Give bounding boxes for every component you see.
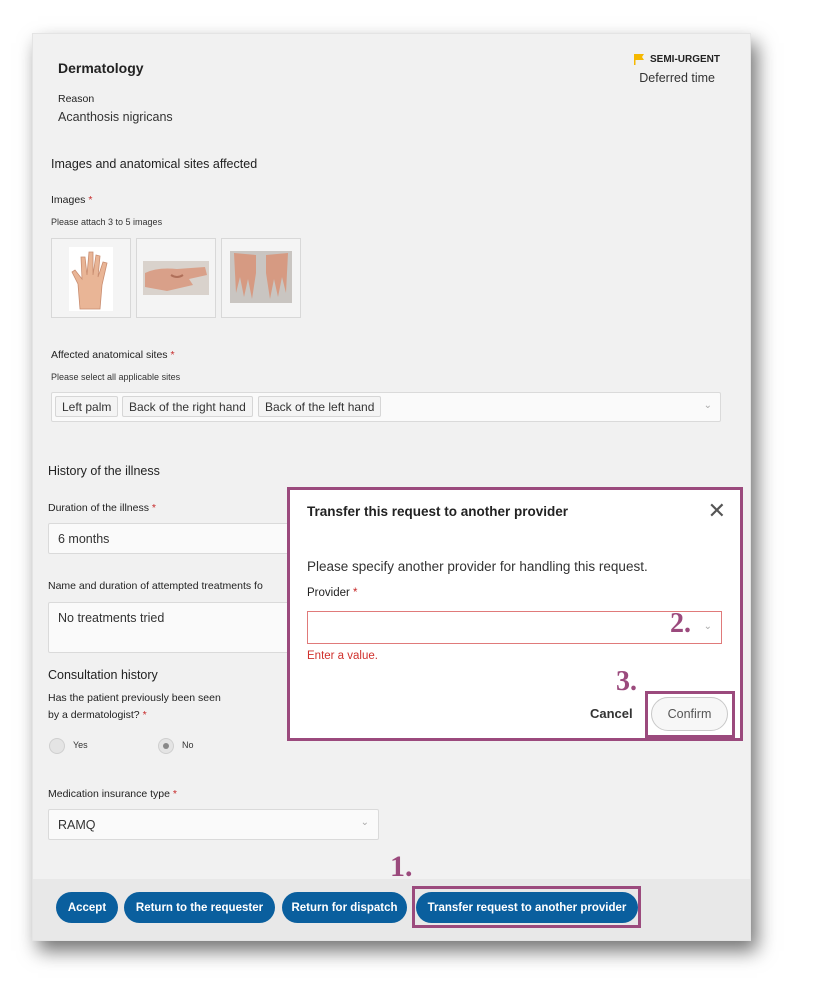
cancel-button[interactable]: Cancel — [590, 706, 633, 721]
required-mark: * — [142, 709, 147, 721]
image-thumbnail-palm[interactable] — [51, 238, 131, 318]
site-chip-back-right-hand[interactable]: Back of the right hand — [122, 396, 253, 417]
images-label — [51, 194, 92, 206]
required-mark: * — [172, 788, 178, 800]
reason-value: Acanthosis nigricans — [58, 110, 173, 124]
radio-no[interactable] — [158, 738, 174, 754]
annotation-box-step1 — [412, 886, 641, 928]
flag-icon — [633, 53, 645, 65]
required-mark: * — [151, 502, 156, 514]
chevron-down-icon[interactable]: ⌄ — [703, 400, 712, 411]
transfer-dialog — [287, 487, 743, 741]
confirm-button[interactable]: Confirm — [651, 697, 728, 731]
required-mark: * — [170, 349, 175, 361]
specialty-title: Dermatology — [58, 60, 144, 76]
dialog-message: Please specify another provider for handling this request. — [307, 559, 648, 574]
priority-badge — [633, 53, 720, 65]
both-hands-photo — [222, 239, 300, 317]
duration-label-text: Duration of the illness — [48, 502, 149, 514]
images-label-text: Images — [51, 194, 86, 206]
hand-palm-photo — [52, 239, 130, 317]
radio-yes[interactable] — [49, 738, 65, 754]
insurance-select[interactable] — [48, 809, 379, 840]
image-thumbnail-back[interactable] — [136, 238, 216, 318]
priority-label: SEMI-URGENT — [650, 53, 720, 65]
chevron-down-icon[interactable]: ⌄ — [703, 621, 712, 632]
images-section-heading: Images and anatomical sites affected — [51, 157, 258, 171]
action-bar — [33, 879, 750, 940]
site-chip-left-palm[interactable]: Left palm — [55, 396, 118, 417]
radio-no-label: No — [182, 740, 194, 750]
hand-back-photo — [137, 239, 215, 317]
history-heading: History of the illness — [48, 464, 160, 478]
duration-label — [48, 502, 156, 514]
site-chip-back-left-hand[interactable]: Back of the left hand — [258, 396, 381, 417]
required-mark: * — [88, 194, 93, 206]
radio-yes-label: Yes — [73, 740, 88, 750]
consultation-question-line2: by a dermatologist? — [48, 709, 140, 721]
duration-field[interactable] — [48, 523, 308, 554]
return-to-requester-button[interactable]: Return to the requester — [124, 892, 275, 923]
provider-label-text: Provider — [307, 587, 350, 599]
annotation-box-step3 — [645, 691, 735, 738]
close-icon[interactable]: ✕ — [707, 498, 726, 523]
consultation-question-line1: Has the patient previously been seen — [48, 692, 221, 704]
transfer-request-button[interactable]: Transfer request to another provider — [416, 892, 638, 923]
consultation-heading: Consultation history — [48, 668, 158, 682]
treatments-value: No treatments tried — [58, 611, 165, 625]
dialog-title: Transfer this request to another provider — [307, 504, 569, 519]
images-hint: Please attach 3 to 5 images — [51, 217, 163, 227]
priority-sub: Deferred time — [639, 71, 715, 85]
treatments-field[interactable] — [48, 602, 308, 653]
chevron-down-icon[interactable]: ⌄ — [360, 817, 369, 828]
treatments-label: Name and duration of attempted treatments fo — [48, 580, 263, 592]
annotation-step2: 2. — [670, 608, 691, 639]
reason-label: Reason — [58, 93, 95, 105]
insurance-value: RAMQ — [58, 818, 96, 832]
provider-select[interactable] — [307, 611, 722, 644]
annotation-step1: 1. — [390, 850, 413, 883]
annotation-step3: 3. — [616, 666, 637, 697]
provider-error: Enter a value. — [307, 650, 378, 662]
sites-hint: Please select all applicable sites — [51, 372, 181, 382]
required-mark: * — [353, 587, 358, 599]
insurance-label-text: Medication insurance type — [48, 788, 170, 800]
sites-label-text: Affected anatomical sites — [51, 349, 168, 361]
sites-label — [51, 349, 175, 361]
duration-value: 6 months — [58, 532, 110, 546]
consultation-question — [48, 709, 147, 721]
sites-multiselect[interactable] — [51, 392, 721, 422]
insurance-label — [48, 788, 177, 800]
image-thumbnail-both[interactable] — [221, 238, 301, 318]
accept-button[interactable]: Accept — [56, 892, 118, 923]
provider-label — [307, 587, 358, 599]
return-for-dispatch-button[interactable]: Return for dispatch — [282, 892, 407, 923]
